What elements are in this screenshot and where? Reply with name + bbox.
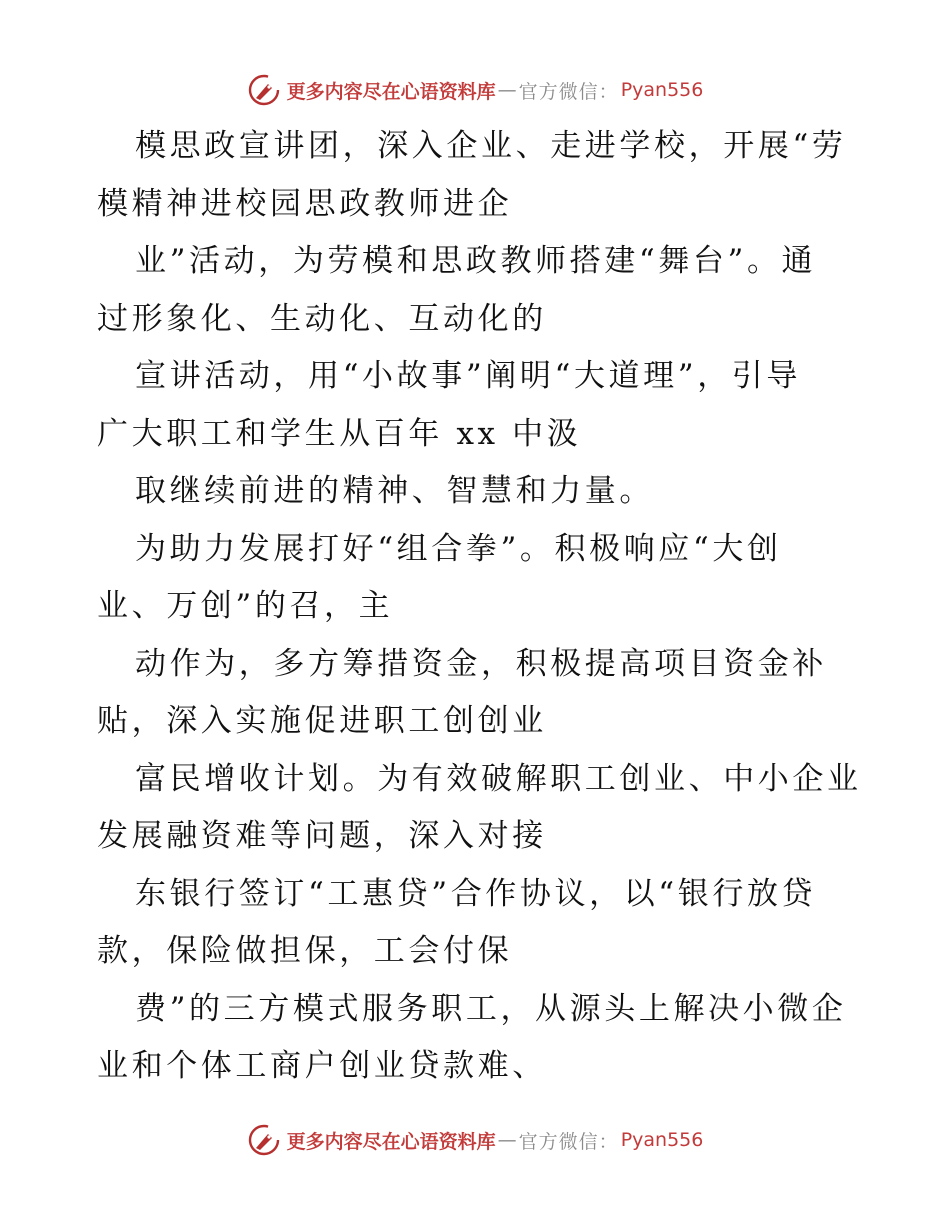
paragraph [97, 233, 857, 348]
paragraph-line: 过形象化、生动化、互动化的 [97, 300, 547, 337]
paragraph-line: 模思政宣讲团，深入企业、走进学校，开展“劳 [135, 128, 847, 164]
paragraph-line: 业”活动，为劳模和思政教师搭建“舞台”。通 [135, 243, 817, 279]
paragraph-line: 模精神进校园思政教师进企 [97, 185, 513, 222]
watermark-main-text: 更多内容尽在心语资料库 [286, 80, 496, 103]
watermark-main-text: 更多内容尽在心语资料库 [286, 1130, 496, 1153]
paragraph [97, 118, 857, 233]
watermark-separator: — [497, 79, 517, 101]
watermark-wechat-id: Pyan556 [620, 79, 704, 101]
paragraph-line: 发展融资难等问题，深入对接 [97, 818, 547, 854]
paragraph-line: 业、万创”的召，主 [97, 588, 394, 624]
header-watermark [0, 70, 950, 110]
watermark-wechat-id: Pyan556 [620, 1129, 704, 1151]
paragraph-line: 动作为，多方筹措资金，积极提高项目资金补 [135, 645, 827, 682]
watermark-sub-text: 官方微信： [518, 1130, 619, 1153]
paragraph-line: 为助力发展打好“组合拳”。积极响应“大创 [135, 530, 782, 567]
paragraph-line: 富民增收计划。为有效破解职工创业、中小企业 [135, 760, 862, 797]
paragraph [97, 751, 862, 866]
pen-nib-logo-icon [247, 73, 281, 107]
paragraph [97, 348, 857, 463]
paragraph [97, 636, 857, 751]
paragraph [97, 981, 857, 1096]
paragraph-line: 取继续前进的精神、智慧和力量。 [135, 473, 654, 509]
paragraph-line: 东银行签订“工惠贷”合作协议，以“银行放贷 [135, 875, 817, 912]
watermark-separator: — [497, 1129, 517, 1151]
paragraph-line: 宣讲活动，用“小故事”阐明“大道理”，引导 [135, 358, 801, 394]
pen-nib-logo-icon [247, 1123, 281, 1157]
paragraph [97, 866, 857, 981]
paragraph-line: 广大职工和学生从百年 xx 中汲 [97, 415, 582, 452]
paragraph [97, 521, 857, 636]
paragraph-line: 贴，深入实施促进职工创创业 [97, 703, 547, 739]
footer-watermark [0, 1120, 950, 1160]
paragraph-line: 业和个体工商户创业贷款难、 [97, 1048, 547, 1084]
paragraph-line: 款，保险做担保，工会付保 [97, 933, 513, 969]
document-body [97, 118, 862, 1096]
watermark-sub-text: 官方微信： [518, 80, 619, 103]
paragraph-line: 费”的三方模式服务职工，从源头上解决小微企 [135, 990, 847, 1027]
paragraph [97, 463, 857, 521]
